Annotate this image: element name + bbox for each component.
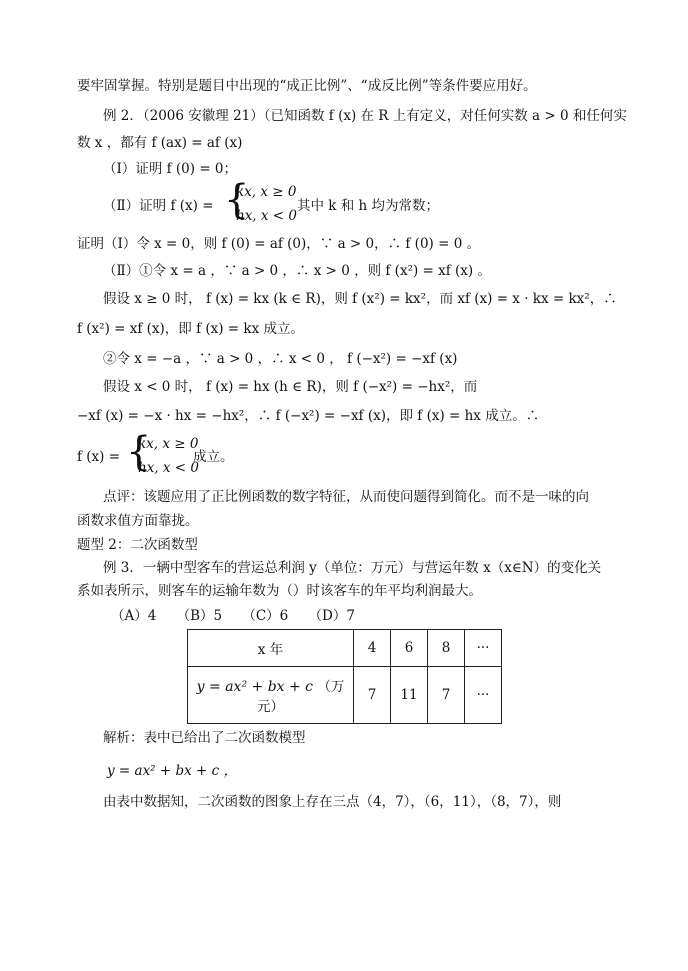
conclusion-case1: kx, x ≥ 0 <box>138 436 199 452</box>
example3-question-line1: 例 3．一辆中型客车的营运总利润 y（单位：万元）与营运年数 x（x∈N）的变化关 <box>103 560 602 576</box>
part2-prefix: （Ⅱ）证明 f (x) = <box>103 198 214 214</box>
part2-brace: { <box>224 177 250 223</box>
proof-part1: 证明（Ⅰ）令 x = 0，则 f (0) = af (0)，∵ a > 0，∴ f (0) = 0 。 <box>77 236 481 252</box>
table-header-cell: x 年 <box>188 630 354 667</box>
table-unit: （万元） <box>257 679 345 715</box>
table-cell: ··· <box>465 667 502 724</box>
example2-heading-cont: 数 x ，都有 f (ax) = af (x) <box>77 135 243 151</box>
table-cell: 8 <box>428 630 465 667</box>
section-title-type2: 题型 2：二次函数型 <box>77 537 198 553</box>
proof-part2-derive-neg: −xf (x) = −x · hx = −hx²，∴ f (−x²) = −xf (x)，即 f (x) = hx 成立。∴ <box>77 408 540 424</box>
table-row <box>188 630 502 667</box>
table-cell: 4 <box>354 630 391 667</box>
proof-part2-step1: （Ⅱ）①令 x = a ，∵ a > 0 ，∴ x > 0 ，则 f (x²) = xf (x) 。 <box>103 263 491 279</box>
analysis-line3: 由表中数据知，二次函数的图象上存在三点（4，7），（6，11），（8，7），则 <box>103 794 562 810</box>
part2-suffix: 其中 k 和 h 均为常数； <box>297 198 440 214</box>
table-formula-cell <box>188 667 354 724</box>
proof-part2-assume-nonneg: 假设 x ≥ 0 时， f (x) = kx (k ∈ R)，则 f (x²) = kx²，而 xf (x) = x · kx = kx²，∴ <box>103 291 617 307</box>
proof-part2-step2: ②令 x = −a ，∵ a > 0 ，∴ x < 0 ， f (−x²) = −xf (x) <box>103 351 458 367</box>
analysis-line1: 解析：表中已给出了二次函数模型 <box>103 730 306 746</box>
part1-statement: （Ⅰ）证明 f (0) = 0； <box>103 161 238 177</box>
table-cell: 6 <box>391 630 428 667</box>
part2-case2: hx, x < 0 <box>236 208 297 224</box>
comment-line1: 点评：该题应用了正比例函数的数字特征，从而使问题得到简化。而不是一味的向 <box>103 489 589 505</box>
example3-options: （A）4 （B）5 （C）6 （D）7 <box>111 608 355 624</box>
table-cell: ··· <box>465 630 502 667</box>
proof-part2-assume-neg: 假设 x < 0 时， f (x) = hx (h ∈ R)，则 f (−x²) = −hx²，而 <box>103 379 478 395</box>
intro-line: 要牢固掌握。特别是题目中出现的“成正比例”、“成反比例”等条件要应用好。 <box>77 78 537 94</box>
conclusion-suffix: 成立。 <box>193 449 234 465</box>
proof-part2-conclude-nonneg: f (x²) = xf (x)，即 f (x) = kx 成立。 <box>77 321 304 337</box>
part2-case1: kx, x ≥ 0 <box>236 184 297 200</box>
conclusion-brace: { <box>126 429 152 475</box>
conclusion-prefix: f (x) = <box>77 449 121 465</box>
table-cell: 11 <box>391 667 428 724</box>
analysis-model: y = ax² + bx + c ， <box>107 763 237 779</box>
table-formula: y = ax² + bx + c <box>196 679 314 695</box>
table-cell: 7 <box>354 667 391 724</box>
conclusion-case2: hx, x < 0 <box>138 460 199 476</box>
example3-question-line2: 系如表所示，则客车的运输年数为（）时该客车的年平均利润最大。 <box>77 583 482 599</box>
data-table <box>187 629 502 724</box>
table-cell: 7 <box>428 667 465 724</box>
example2-heading: 例 2．（2006 安徽理 21）（已知函数 f (x) 在 R 上有定义，对任何实数 a > 0 和任何实 <box>103 108 627 124</box>
table-row <box>188 667 502 724</box>
comment-line2: 函数求值方面靠拢。 <box>77 513 199 529</box>
